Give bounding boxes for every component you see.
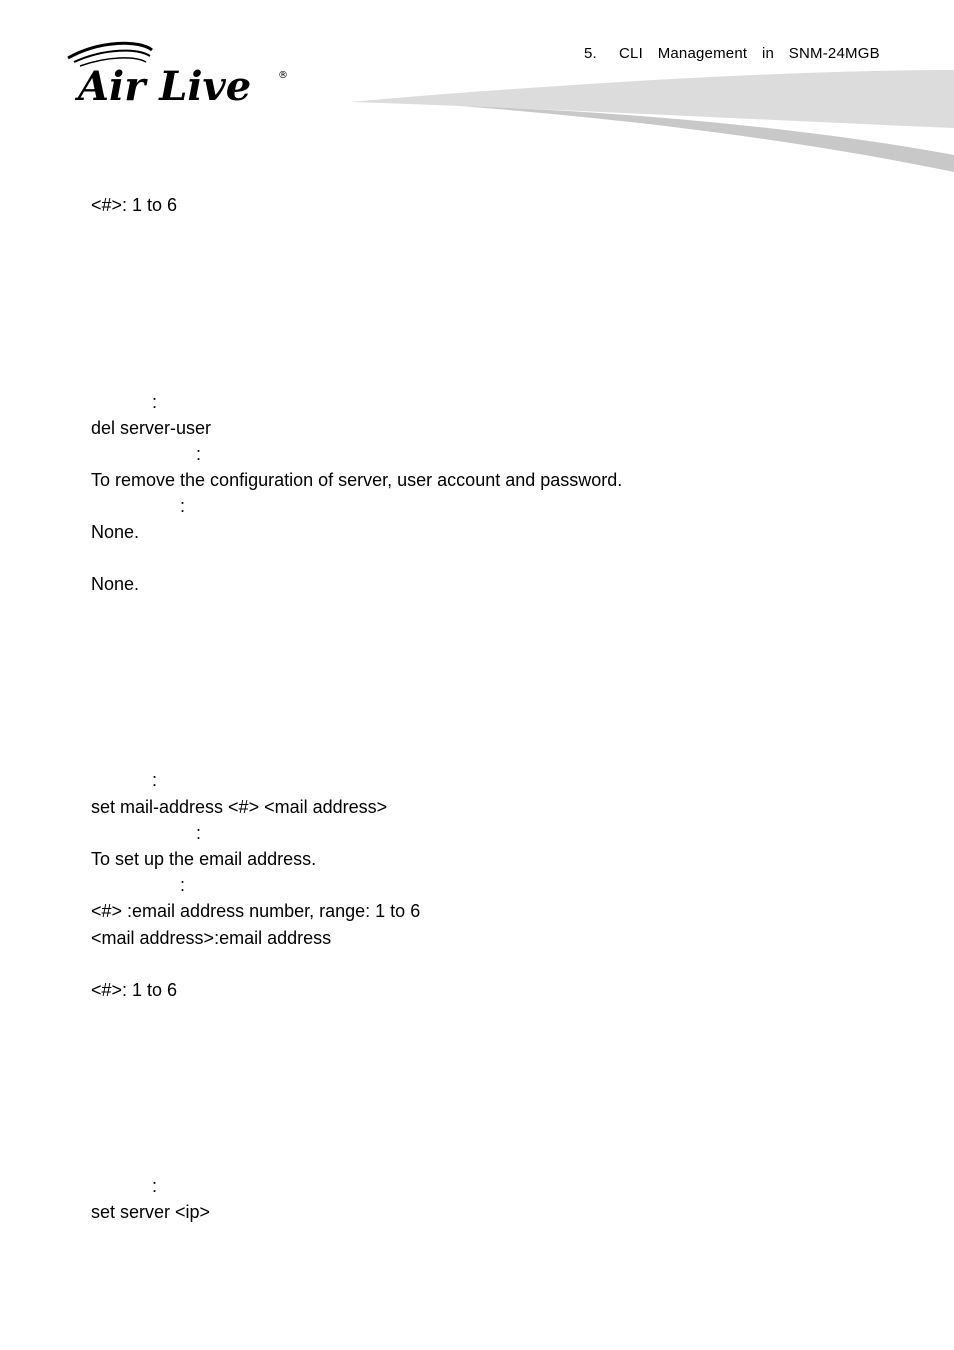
argument-text: <mail address>:email address — [91, 928, 332, 948]
description-label-colon: : — [196, 444, 202, 464]
description-label-colon: : — [196, 823, 202, 843]
argument-label-colon: : — [180, 496, 186, 516]
syntax-label-colon: : — [152, 1176, 158, 1196]
command-syntax: del server-user — [91, 418, 212, 438]
argument-label-colon: : — [180, 875, 186, 895]
range-text: <#>: 1 to 6 — [91, 980, 178, 1000]
command-syntax: set server <ip> — [91, 1202, 211, 1222]
logo-wordmark: Air Live — [78, 63, 252, 108]
description-text: To set up the email address. — [91, 849, 317, 869]
syntax-label-colon: : — [152, 392, 158, 412]
argument-text: <#> :email address number, range: 1 to 6 — [91, 901, 421, 921]
command-syntax: set mail-address <#> <mail address> — [91, 797, 388, 817]
possible-value-text: None. — [91, 574, 140, 594]
chapter-title: 5. CLI Management in SNM-24MGB — [584, 45, 880, 62]
airlive-logo — [60, 38, 300, 108]
syntax-label-colon: : — [152, 770, 158, 790]
registered-mark: ® — [278, 70, 288, 81]
range-text: <#>: 1 to 6 — [91, 195, 178, 215]
description-text: To remove the configuration of server, user account and password. — [91, 470, 623, 490]
argument-text: None. — [91, 522, 140, 542]
header-swoosh-decoration — [340, 60, 954, 190]
